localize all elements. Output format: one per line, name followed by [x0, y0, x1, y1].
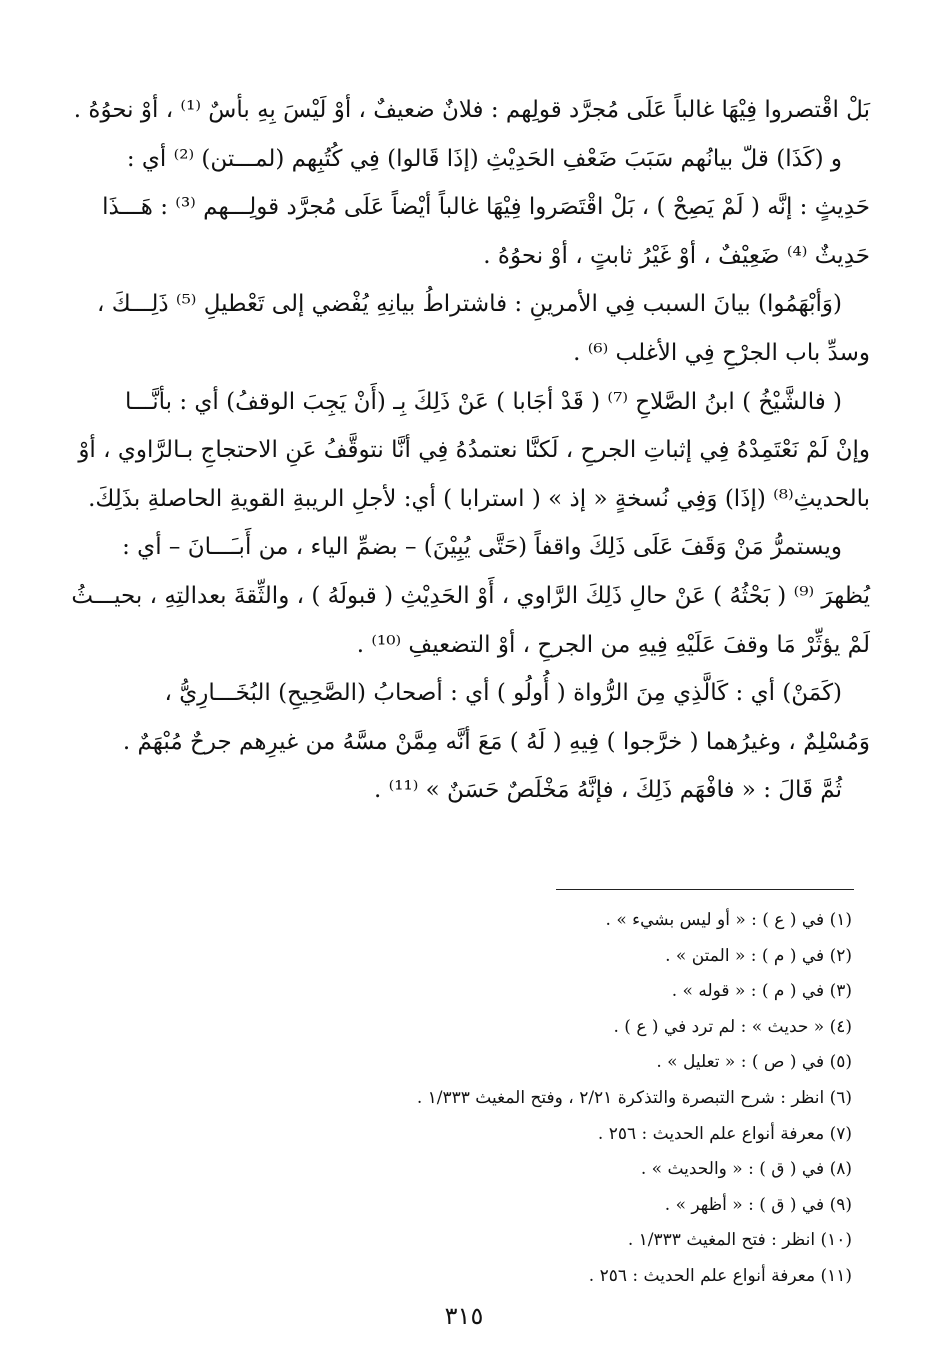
footnote: (٨) في ( ق ) : « والحديث » . — [640, 1159, 852, 1180]
text-line: حَدِيثٌ ⁽⁴⁾ ضَعِيْفٌ ، أوْ غَيْرُ ثابتٍ ، أوْ نحوُهُ . — [483, 242, 870, 269]
text-line: يُظهرَ ⁽⁹⁾ ( بَحْثُهُ ) عَنْ حالِ ذَلِكَ الرَّاوي ، أَوْ الحَدِيْثِ ( قبولَهُ ) ، والثِّقةَ بعدالتِهِ ، بحيـــثُ — [71, 582, 870, 609]
text-line: ثُمَّ قَالَ : « فافْهَم ذَلِكَ ، فإنَّهُ مَخْلَصٌ حَسَنٌ » ⁽¹¹⁾ . — [373, 777, 842, 804]
footnote: (٣) في ( م ) : « قوله » . — [671, 981, 852, 1002]
footnote: (٥) في ( ص ) : « تعليل » . — [656, 1052, 852, 1073]
footnote: (٩) في ( ق ) : « أظهر » . — [664, 1194, 852, 1215]
text-line: وَمُسْلِمٌ ، وغيرُهما ( خرَّجوا ) فِيهِ ( لَهُ ) مَعَ أنَّه مِمَّنْ مسَّهُ من غيرِهم جرحٌ مُبْهَمٌ . — [122, 728, 870, 755]
text-line: ويستمرُّ مَنْ وَقَفَ عَلَى ذَلِكَ واقفاً (حَتَّى يُبِيْنَ) – بضمِّ الياء ، من أَبـَـــانَ – أي : — [122, 534, 842, 561]
text-line: وسدِّ باب الجرْحِ فِي الأغلب ⁽⁶⁾ . — [573, 339, 870, 366]
footnote: (٢) في ( م ) : « المتن » . — [665, 945, 852, 966]
page-number: ٣١٥ — [444, 1302, 484, 1330]
text-line: (وَأبْهَمُوا) بيانَ السبب فِي الأمرينِ : فاشتراطُ بيانِهِ يُفْضي إلى تَعْطيلِ ⁽⁵⁾ ذَلِـــكَ ، — [97, 291, 842, 318]
footnote: (١٠) انظر : فتح المغيث ١/٣٣٣ . — [627, 1230, 852, 1251]
main-text — [60, 86, 870, 815]
text-line: و (كَذَا) قلّ بيانُهم سَبَبَ ضَعْفِ الحَدِيْثِ (إذَا قَالوا) فِي كُتُبِهم (لمـــتن) ⁽²⁾ أي : — [126, 145, 842, 172]
text-line: ( فالشَّيْخُ ) ابنُ الصَّلاحِ ⁽⁷⁾ ( قَدْ أجَابا ) عَنْ ذَلِكَ بِـ (أَنْ يَجِبَ الوقفُ) أي : بأنَّـــا — [125, 388, 842, 415]
text-line: (كَمَنْ) أي : كَالَّذِي مِنَ الرُّواة ( أُولُو ) أي : أصحابُ (الصَّحِيحِ) البُخَـــارِيُّ ، — [164, 680, 842, 707]
footnote: (١) في ( ع ) : « أو ليس بشيء » . — [605, 910, 852, 930]
text-line: بالحديثِ⁽⁸⁾ (إذَا) وَفِي نُسخةٍ « إذ » ( استرابا ) أي: لأجلِ الريبةِ القويةِ الحاصلةِ بذَلِكَ. — [88, 485, 870, 512]
footnote-divider — [556, 889, 854, 890]
text-line: بَلْ اقْتصروا فِيْهَا غالباً عَلَى مُجرَّد قولِهم : فلانٌ ضعيفٌ ، أوْ لَيْسَ بِهِ بأسٌ ⁽¹⁾ ، أوْ نحوُهُ . — [73, 97, 870, 123]
footnote: (١١) معرفة أنواع علم الحديث : ٢٥٦ . — [588, 1265, 852, 1286]
text-line: وإنْ لَمْ نَعْتَمِدْهُ فِي إثباتِ الجرحِ ، لَكنَّا نعتمدُهُ فِي أنَّا نتوقَّفُ عَنِ الاحتجاجِ بـالرَّاوي ، أوْ — [78, 437, 870, 464]
footnote: (٧) معرفة أنواع علم الحديث : ٢٥٦ . — [597, 1123, 852, 1144]
text-line: حَدِيثٍ : إنَّه ( لَمْ يَصِحْ ) ، بَلْ اقْتَصَروا فِيْهَا غالباً أيْضاً عَلَى مُجرَّد قولِـــهم ⁽³⁾ : هَـــذَا — [102, 194, 870, 221]
footnote: (٦) انظر : شرح التبصرة والتذكرة ٢/٢١ ، وفتح المغيث ١/٣٣٣ . — [416, 1087, 852, 1108]
text-line: لَمْ يؤثِّرْ مَا وقفَ عَلَيْهِ فِيهِ من الجرحِ ، أوْ التضعيفِ ⁽¹⁰⁾ . — [356, 631, 870, 658]
footnotes — [300, 903, 852, 1295]
footnote: (٤) « حديث » : لم ترد في ( ع ) . — [613, 1016, 852, 1037]
